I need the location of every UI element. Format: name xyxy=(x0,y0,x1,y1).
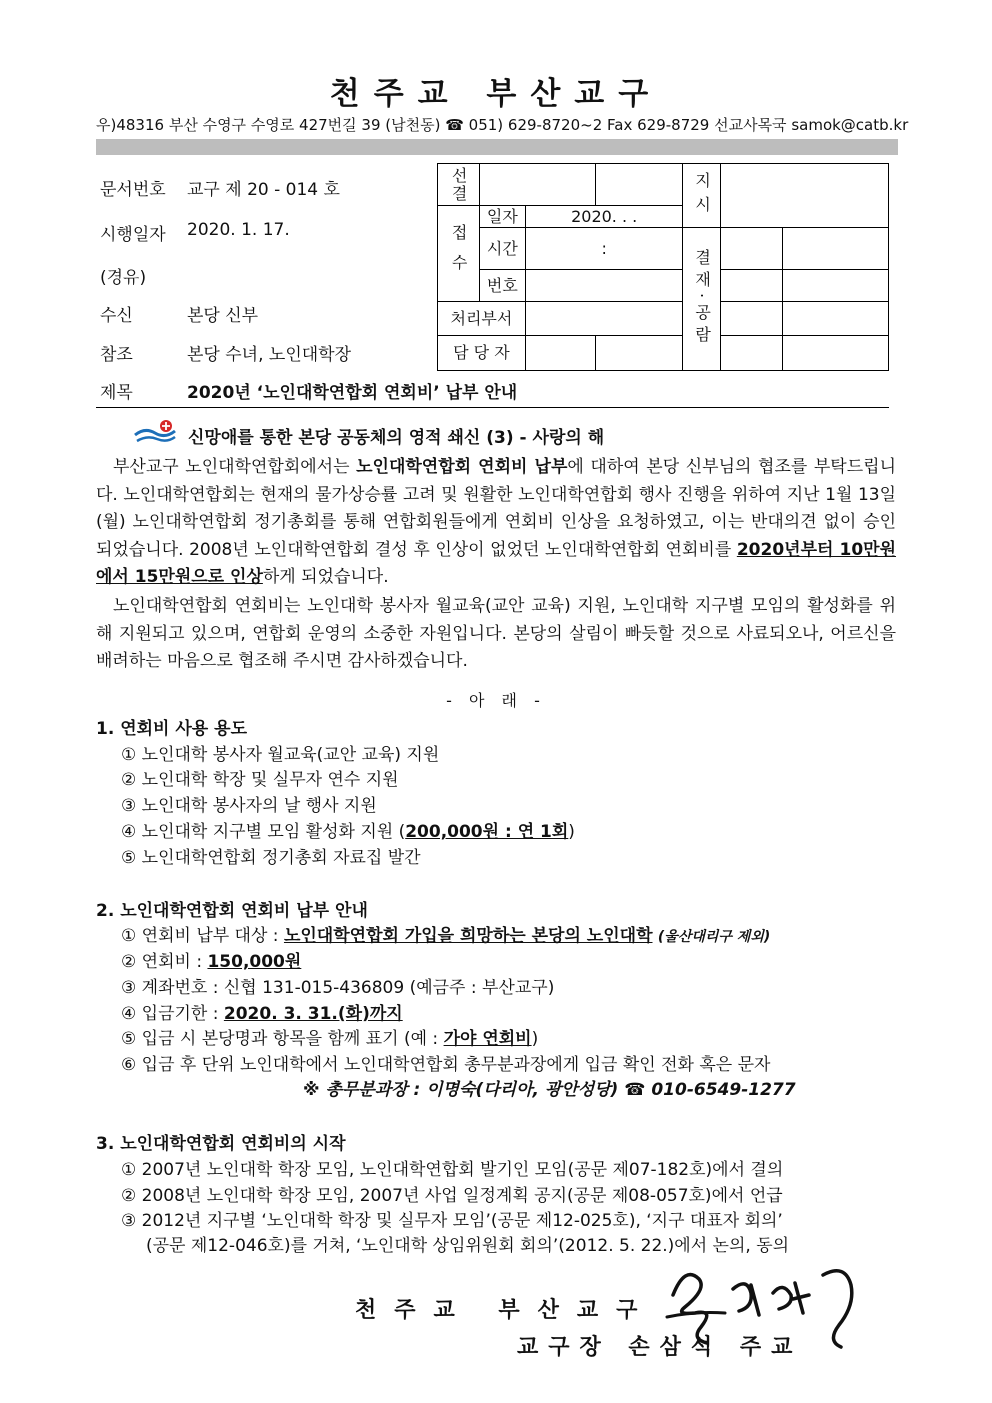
closing-org: 천주교 부산교구 xyxy=(355,1298,656,1323)
section2-item-5-emph: 가야 연회비 xyxy=(443,1029,532,1049)
diocese-logo-icon xyxy=(133,419,177,447)
jisi-label: 지시 xyxy=(683,164,721,228)
damdangja-label: 담 당 자 xyxy=(438,336,526,371)
section2-item-4 xyxy=(121,999,403,1024)
section2-item-5-close: ) xyxy=(531,1029,539,1049)
cc-label: 참조 xyxy=(100,345,133,365)
section2-item-2-text: ② 연회비 : xyxy=(121,952,208,972)
body-paragraph-2 xyxy=(96,593,896,676)
section2-item-2 xyxy=(121,947,301,972)
section1-item-4-text: ④ 노인대학 지구별 모임 활성화 지원 ( xyxy=(121,822,406,842)
p2-text: 노인대학연합회 연회비는 노인대학 봉사자 월교육(교안 교육) 지원, 노인대학 지구별 모임의 활성화를 위해 지원되고 있으며, 연합회 운영의 소중한 자원입니다. 본당의 살림이 빠듯할 것으로 사료되오나, 어르신을 배려하는 마음으로 협조해 주시면 감사하겠습니다. xyxy=(96,596,896,671)
p1-text-a: 부산교구 노인대학연합회에서는 xyxy=(113,457,357,477)
seongyeol-cell-2 xyxy=(595,164,683,206)
section3-item-3a: ③ 2012년 지구별 ‘노인대학 학장 및 실무자 모임’(공문 제12-025호), ‘지구 대표자 회의’ xyxy=(121,1211,783,1231)
recipient-label: 수신 xyxy=(100,306,133,326)
p1-emph-increase: 2020년부터 10만원에서 15만원으로 인상 xyxy=(96,539,897,587)
issue-date-label: 시행일자 xyxy=(100,225,166,245)
seongyeol-label: 선결 xyxy=(438,164,480,206)
header-divider-bar xyxy=(96,139,898,155)
section3-item-2: ② 2008년 노인대학 학장 모임, 2007년 사업 일정계획 공지(공문 제08-057호)에서 언급 xyxy=(121,1186,783,1206)
section2-item-3: ③ 계좌번호 : 신협 131-015-436809 (예금주 : 부산교구) xyxy=(121,978,555,998)
jeopsu-label: 접수 xyxy=(438,206,480,302)
section2-title: 2. 노인대학연합회 연회비 납부 안내 xyxy=(96,901,368,921)
subject-label: 제목 xyxy=(100,383,133,403)
subject-rule xyxy=(96,407,889,408)
section1-item-4-close: ) xyxy=(568,822,575,842)
approval-cell xyxy=(721,270,783,302)
section2-item-6: ⑥ 입금 후 단위 노인대학에서 노인대학연합회 총무분과장에게 입금 확인 전화 혹은 문자 xyxy=(121,1055,771,1075)
approval-cell xyxy=(783,228,889,270)
section1-title: 1. 연회비 사용 용도 xyxy=(96,719,247,739)
section2-contact: ※ 총무분과장 : 이명숙(다리아, 광안성당) ☎ 010-6549-1277 xyxy=(303,1080,796,1100)
sigan-label: 시간 xyxy=(479,228,525,270)
slogan: 신망애를 통한 본당 공동체의 영적 쇄신 (3) - 사랑의 해 xyxy=(188,428,605,448)
section3-item-3b: (공문 제12-046호)를 거쳐, ‘노인대학 상임위원회 회의’(2012. 5. 22.)에서 논의, 동의 xyxy=(146,1236,790,1256)
section1-item-4 xyxy=(121,817,575,842)
approval-cell xyxy=(783,336,889,371)
recipient-value: 본당 신부 xyxy=(187,306,259,326)
section2-item-5 xyxy=(121,1024,538,1049)
ilja-label: 일자 xyxy=(479,206,525,228)
approval-cell xyxy=(721,228,783,270)
subject-value: 2020년 ‘노인대학연합회 연회비’ 납부 안내 xyxy=(187,383,518,403)
gyeoljae-label: 결재·공람 xyxy=(683,228,721,371)
section2-item-4-text: ④ 입금기한 : xyxy=(121,1004,224,1024)
p1-text-e: 하게 되었습니다. xyxy=(262,567,389,587)
p1-emph-fee: 노인대학연합회 연회비 납부 xyxy=(356,457,568,477)
jisi-cell xyxy=(721,164,889,228)
cheoribuseo-value xyxy=(525,302,683,336)
approval-cell xyxy=(721,336,783,371)
org-address: 우)48316 부산 수영구 수영로 427번길 39 (남천동) ☎ 051) 629-8720~2 Fax 629-8729 선교사목국 samok@catb.kr xyxy=(96,116,909,134)
section1-item-1: ① 노인대학 봉사자 월교육(교안 교육) 지원 xyxy=(121,745,440,765)
section2-item-2-emph: 150,000원 xyxy=(207,952,302,972)
p1-text-c: 에 대하여 본당 신부님의 협조를 부탁드립니다. 노인대학연합회는 현재의 물가상승률 고려 및 원활한 노인대학연합회 행사 진행을 위하여 지난 1월 13일(월) 노인대학연합회 정기총회를 통해 연합회원들에게 연회비 인상을 요청하였고, 이는 반대의견 없이 승인되었습니다. 2008년 노인대학연합회 결성 후 인상이 없었던 노인대학연합회 연회비를 xyxy=(96,457,896,560)
section2-item-1-note: (울산대리구 제외) xyxy=(657,929,771,945)
ilja-value: 2020. . . xyxy=(525,206,683,228)
cc-value: 본당 수녀, 노인대학장 xyxy=(187,345,352,365)
sigan-value: : xyxy=(525,228,683,270)
section1-item-3: ③ 노인대학 봉사자의 날 행사 지원 xyxy=(121,796,377,816)
approval-cell xyxy=(783,302,889,336)
beonho-value xyxy=(525,270,683,302)
seongyeol-cell xyxy=(479,164,595,206)
approval-cell xyxy=(721,302,783,336)
section2-item-5-text: ⑤ 입금 시 본당명과 항목을 함께 표기 (예 : xyxy=(121,1029,444,1049)
section1-item-2: ② 노인대학 학장 및 실무자 연수 지원 xyxy=(121,770,399,790)
doc-number-label: 문서번호 xyxy=(100,180,166,200)
section1-item-4-emph: 200,000원 : 연 1회 xyxy=(405,822,569,842)
approval-box xyxy=(437,163,889,371)
handwritten-signature xyxy=(655,1255,865,1350)
document-org-title: 천주교 부산교구 xyxy=(329,76,663,112)
section3-item-1: ① 2007년 노인대학 학장 모임, 노인대학연합회 발기인 모임(공문 제07-182호)에서 결의 xyxy=(121,1160,784,1180)
body-paragraph-1 xyxy=(96,454,896,592)
closing-bishop: 교구장 손삼석 주교 xyxy=(517,1335,803,1360)
beonho-label: 번호 xyxy=(479,270,525,302)
damdangja-value xyxy=(525,336,595,371)
section2-item-1-text: ① 연회비 납부 대상 : xyxy=(121,926,284,946)
section2-item-1 xyxy=(121,921,770,946)
notice-heading: - 아 래 - xyxy=(446,691,546,710)
section2-item-4-emph: 2020. 3. 31.(화)까지 xyxy=(223,1004,403,1024)
damdangja-value-2 xyxy=(595,336,683,371)
section3-title: 3. 노인대학연합회 연회비의 시작 xyxy=(96,1134,346,1154)
via-label: (경유) xyxy=(100,268,147,288)
doc-number-value: 교구 제 20 - 014 호 xyxy=(187,180,340,200)
section2-item-1-emph: 노인대학연합회 가입을 희망하는 본당의 노인대학 xyxy=(283,926,653,946)
issue-date-value: 2020. 1. 17. xyxy=(187,220,290,240)
approval-cell xyxy=(783,270,889,302)
cheoribuseo-label: 처리부서 xyxy=(438,302,526,336)
section1-item-5: ⑤ 노인대학연합회 정기총회 자료집 발간 xyxy=(121,848,421,868)
